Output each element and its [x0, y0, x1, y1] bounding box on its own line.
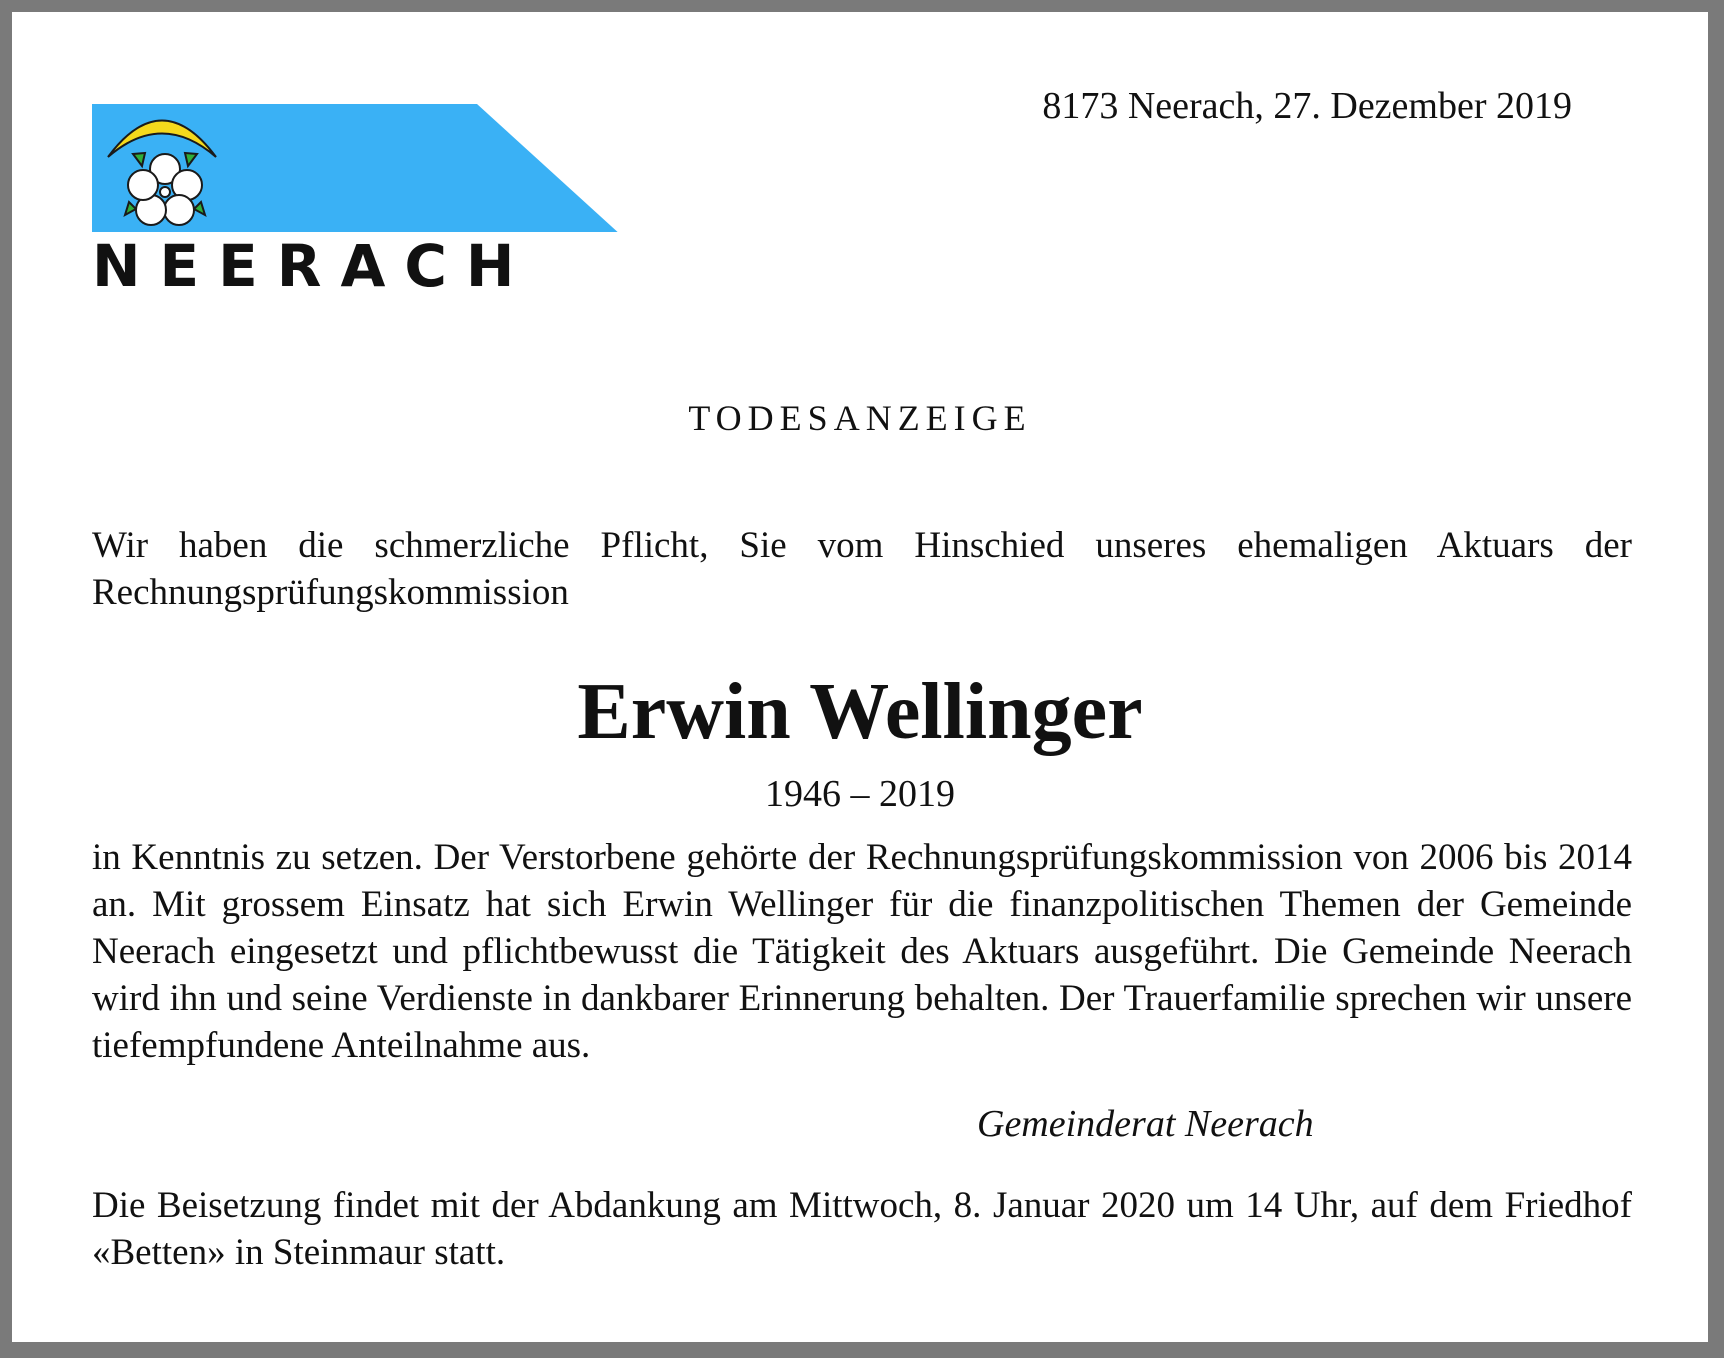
coat-of-arms-icon — [92, 92, 632, 232]
dateline: 8173 Neerach, 27. Dezember 2019 — [1042, 85, 1572, 127]
neerach-logo — [92, 92, 632, 312]
body-paragraph: in Kenntnis zu setzen. Der Verstorbene gehörte der Rechnungsprüfungskommission von 2006 bis 2014 an. Mit grossem Einsatz hat sich Erwin Wellinger für die finanzpolitischen Themen der Gemeinde Neerach eingesetzt und pflichtbewusst die Tätigkeit des Aktuars ausgeführt. Die Gemeinde Neerach wird ihn und seine Verdienste in dankbarer Erinnerung behalten. Der Trauerfamilie sprechen wir unsere tiefempfundene Anteilnahme aus. — [92, 837, 1632, 1066]
life-years: 1946 – 2019 — [765, 773, 955, 815]
notice-heading: TODESANZEIGE — [688, 398, 1032, 438]
signature: Gemeinderat Neerach — [977, 1103, 1314, 1145]
intro-paragraph: Wir haben die schmerzliche Pflicht, Sie vom Hinschied unseres ehemaligen Aktuars der Rechnungsprüfungskommission — [92, 525, 1632, 613]
logo-wordmark: NEERACH — [92, 232, 534, 300]
funeral-paragraph: Die Beisetzung findet mit der Abdankung am Mittwoch, 8. Januar 2020 um 14 Uhr, auf dem Friedhof «Betten» in Steinmaur statt. — [92, 1185, 1632, 1273]
document-page — [12, 12, 1708, 1342]
deceased-name: Erwin Wellinger — [577, 668, 1143, 756]
